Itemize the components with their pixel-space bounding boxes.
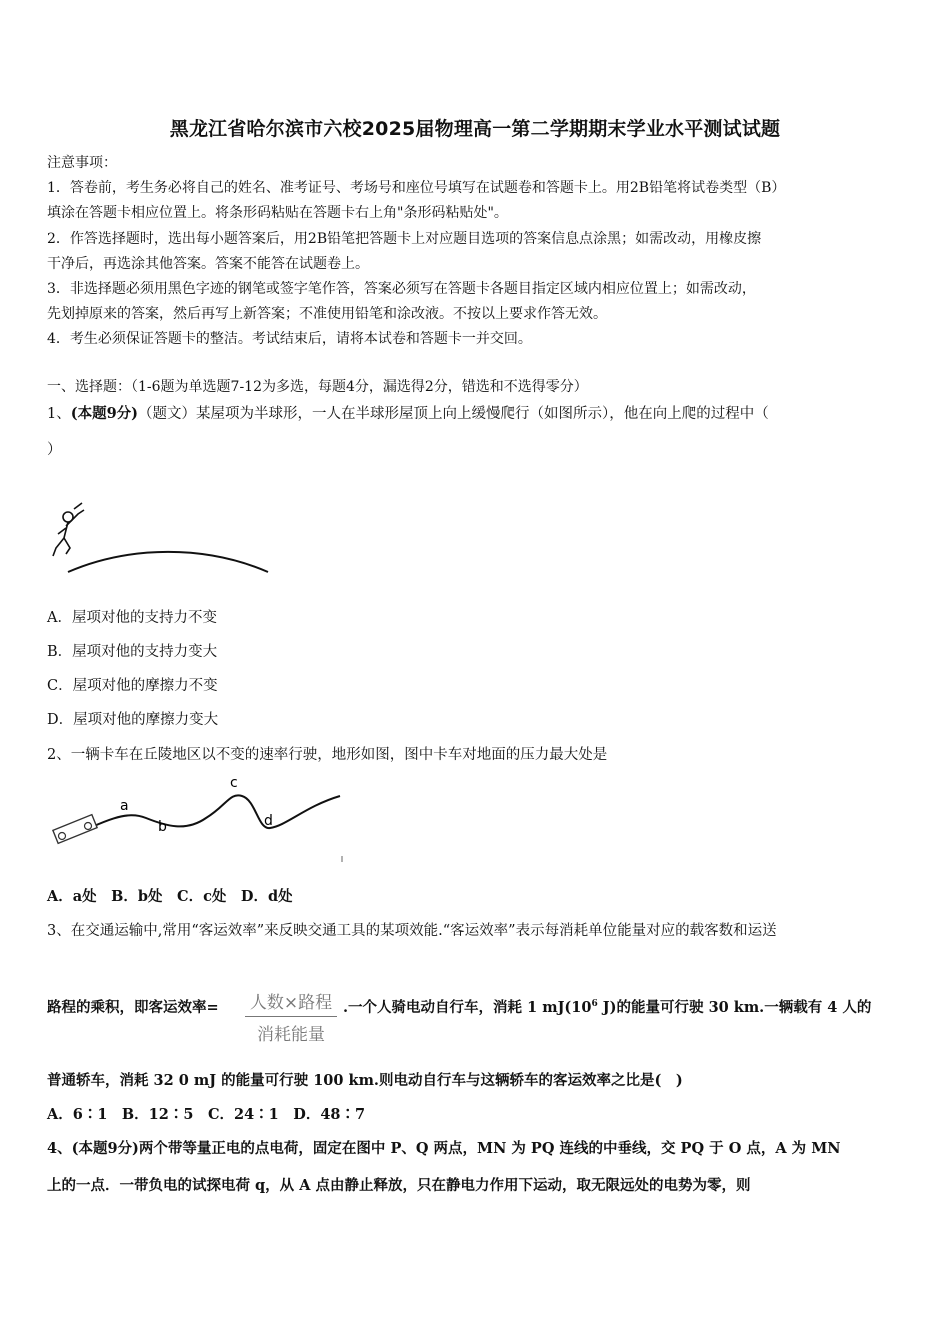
hemisphere-arc — [68, 552, 268, 572]
formula-denominator: 消耗能量 — [257, 1025, 325, 1045]
q4-line2: 上的一点．一带负电的试探电荷 q，从 A 点由静止释放，只在静电力作用下运动，取无限远处的电势为零，则 — [47, 1177, 751, 1194]
q1-text: （题文）某屋项为半球形，一人在半球形屋顶上向上缓慢爬行（如图所示），他在向上爬的过程中（ — [138, 406, 769, 422]
q3-line2-text-a: .一个人骑电动自行车，消耗 1 mJ(10 — [343, 999, 592, 1016]
q2-options: A．a处 B．b处 C．c处 D．d处 — [47, 888, 293, 905]
notes-line: 干净后，再选涂其他答案。答案不能答在试题卷上。 — [47, 256, 369, 272]
q3-line2-post — [343, 996, 871, 1017]
notes-line: 先划掉原来的答案，然后再写上新答案；不准使用铅笔和涂改液。不按以上要求作答无效。 — [47, 306, 607, 322]
notes-line: 2．作答选择题时，选出每小题答案后，用2B铅笔把答题卡上对应题目选项的答案信息点涂黑；如需改动，用橡皮擦 — [47, 231, 762, 247]
q3-line1: 3、在交通运输中,常用“客运效率”来反映交通工具的某项效能.“客运效率”表示每消耗单位能量对应的载客数和运送 — [47, 923, 777, 939]
terrain-curve — [60, 795, 340, 842]
q3-line3: 普通轿车，消耗 32 0 mJ 的能量可行驶 100 km.则电动自行车与这辆轿车的客运效率之比是( ) — [47, 1072, 683, 1089]
efficiency-formula — [243, 988, 339, 1045]
formula-numerator: 人数×路程 — [249, 993, 333, 1013]
point-label-b: b — [158, 819, 167, 835]
q4-line1: 4、(本题9分)两个带等量正电的点电荷，固定在图中 P、Q 两点，MN 为 PQ 连线的中垂线，交 PQ 于 O 点，A 为 MN — [47, 1140, 841, 1157]
q3-options: A．6∶1 B．12∶5 C．24∶1 D．48∶7 — [47, 1106, 366, 1123]
page-title: 黑龙江省哈尔滨市六校2025届物理高一第二学期期末学业水平测试试题 — [169, 118, 781, 140]
notes-line: 填涂在答题卡相应位置上。将条形码粘贴在答题卡右上角"条形码粘贴处"。 — [47, 205, 508, 221]
notes-line: 1．答卷前，考生务必将自己的姓名、准考证号、考场号和座位号填写在试题卷和答题卡上。用2B铅笔将试卷类型（B） — [47, 180, 786, 196]
hill-terrain-figure — [46, 770, 348, 866]
truck-icon — [53, 815, 97, 844]
notes-heading: 注意事项： — [47, 155, 117, 171]
q3-superscript: 6 — [591, 999, 598, 1010]
point-label-d: d — [264, 813, 273, 829]
q1-stem — [47, 402, 769, 423]
point-label-a: a — [120, 798, 129, 814]
notes-line: 3．非选择题必须用黑色字迹的钢笔或签字笔作答，答案必须写在答题卡各题目指定区域内相应位置上；如需改动， — [47, 281, 756, 297]
q1-number: 1、 — [47, 406, 71, 422]
point-label-c: c — [230, 775, 238, 791]
q3-line2-pre: 路程的乘积，即客运效率= — [47, 999, 219, 1016]
q2-stem: 2、一辆卡车在丘陵地区以不变的速率行驶，地形如图，图中卡车对地面的压力最大处是 — [47, 747, 608, 763]
hemisphere-roof-figure — [44, 470, 276, 580]
q3-line2-text-b: J)的能量可行驶 30 km.一辆载有 4 人的 — [597, 999, 872, 1016]
q1-option-d: D．屋项对他的摩擦力变大 — [47, 712, 219, 728]
q1-stem-end: ） — [47, 442, 62, 458]
climber-figure — [53, 503, 84, 556]
section-heading: 一、选择题：（1-6题为单选题7-12为多选，每题4分，漏选得2分，错选和不选得零分） — [47, 379, 588, 395]
notes-line: 4．考生必须保证答题卡的整洁。考试结束后，请将本试卷和答题卡一并交回。 — [47, 331, 532, 347]
q1-option-a: A．屋项对他的支持力不变 — [47, 610, 217, 626]
q1-option-c: C．屋项对他的摩擦力不变 — [47, 678, 218, 694]
q1-tag: (本题9分) — [70, 405, 139, 422]
q1-option-b: B．屋项对他的支持力变大 — [47, 644, 218, 660]
